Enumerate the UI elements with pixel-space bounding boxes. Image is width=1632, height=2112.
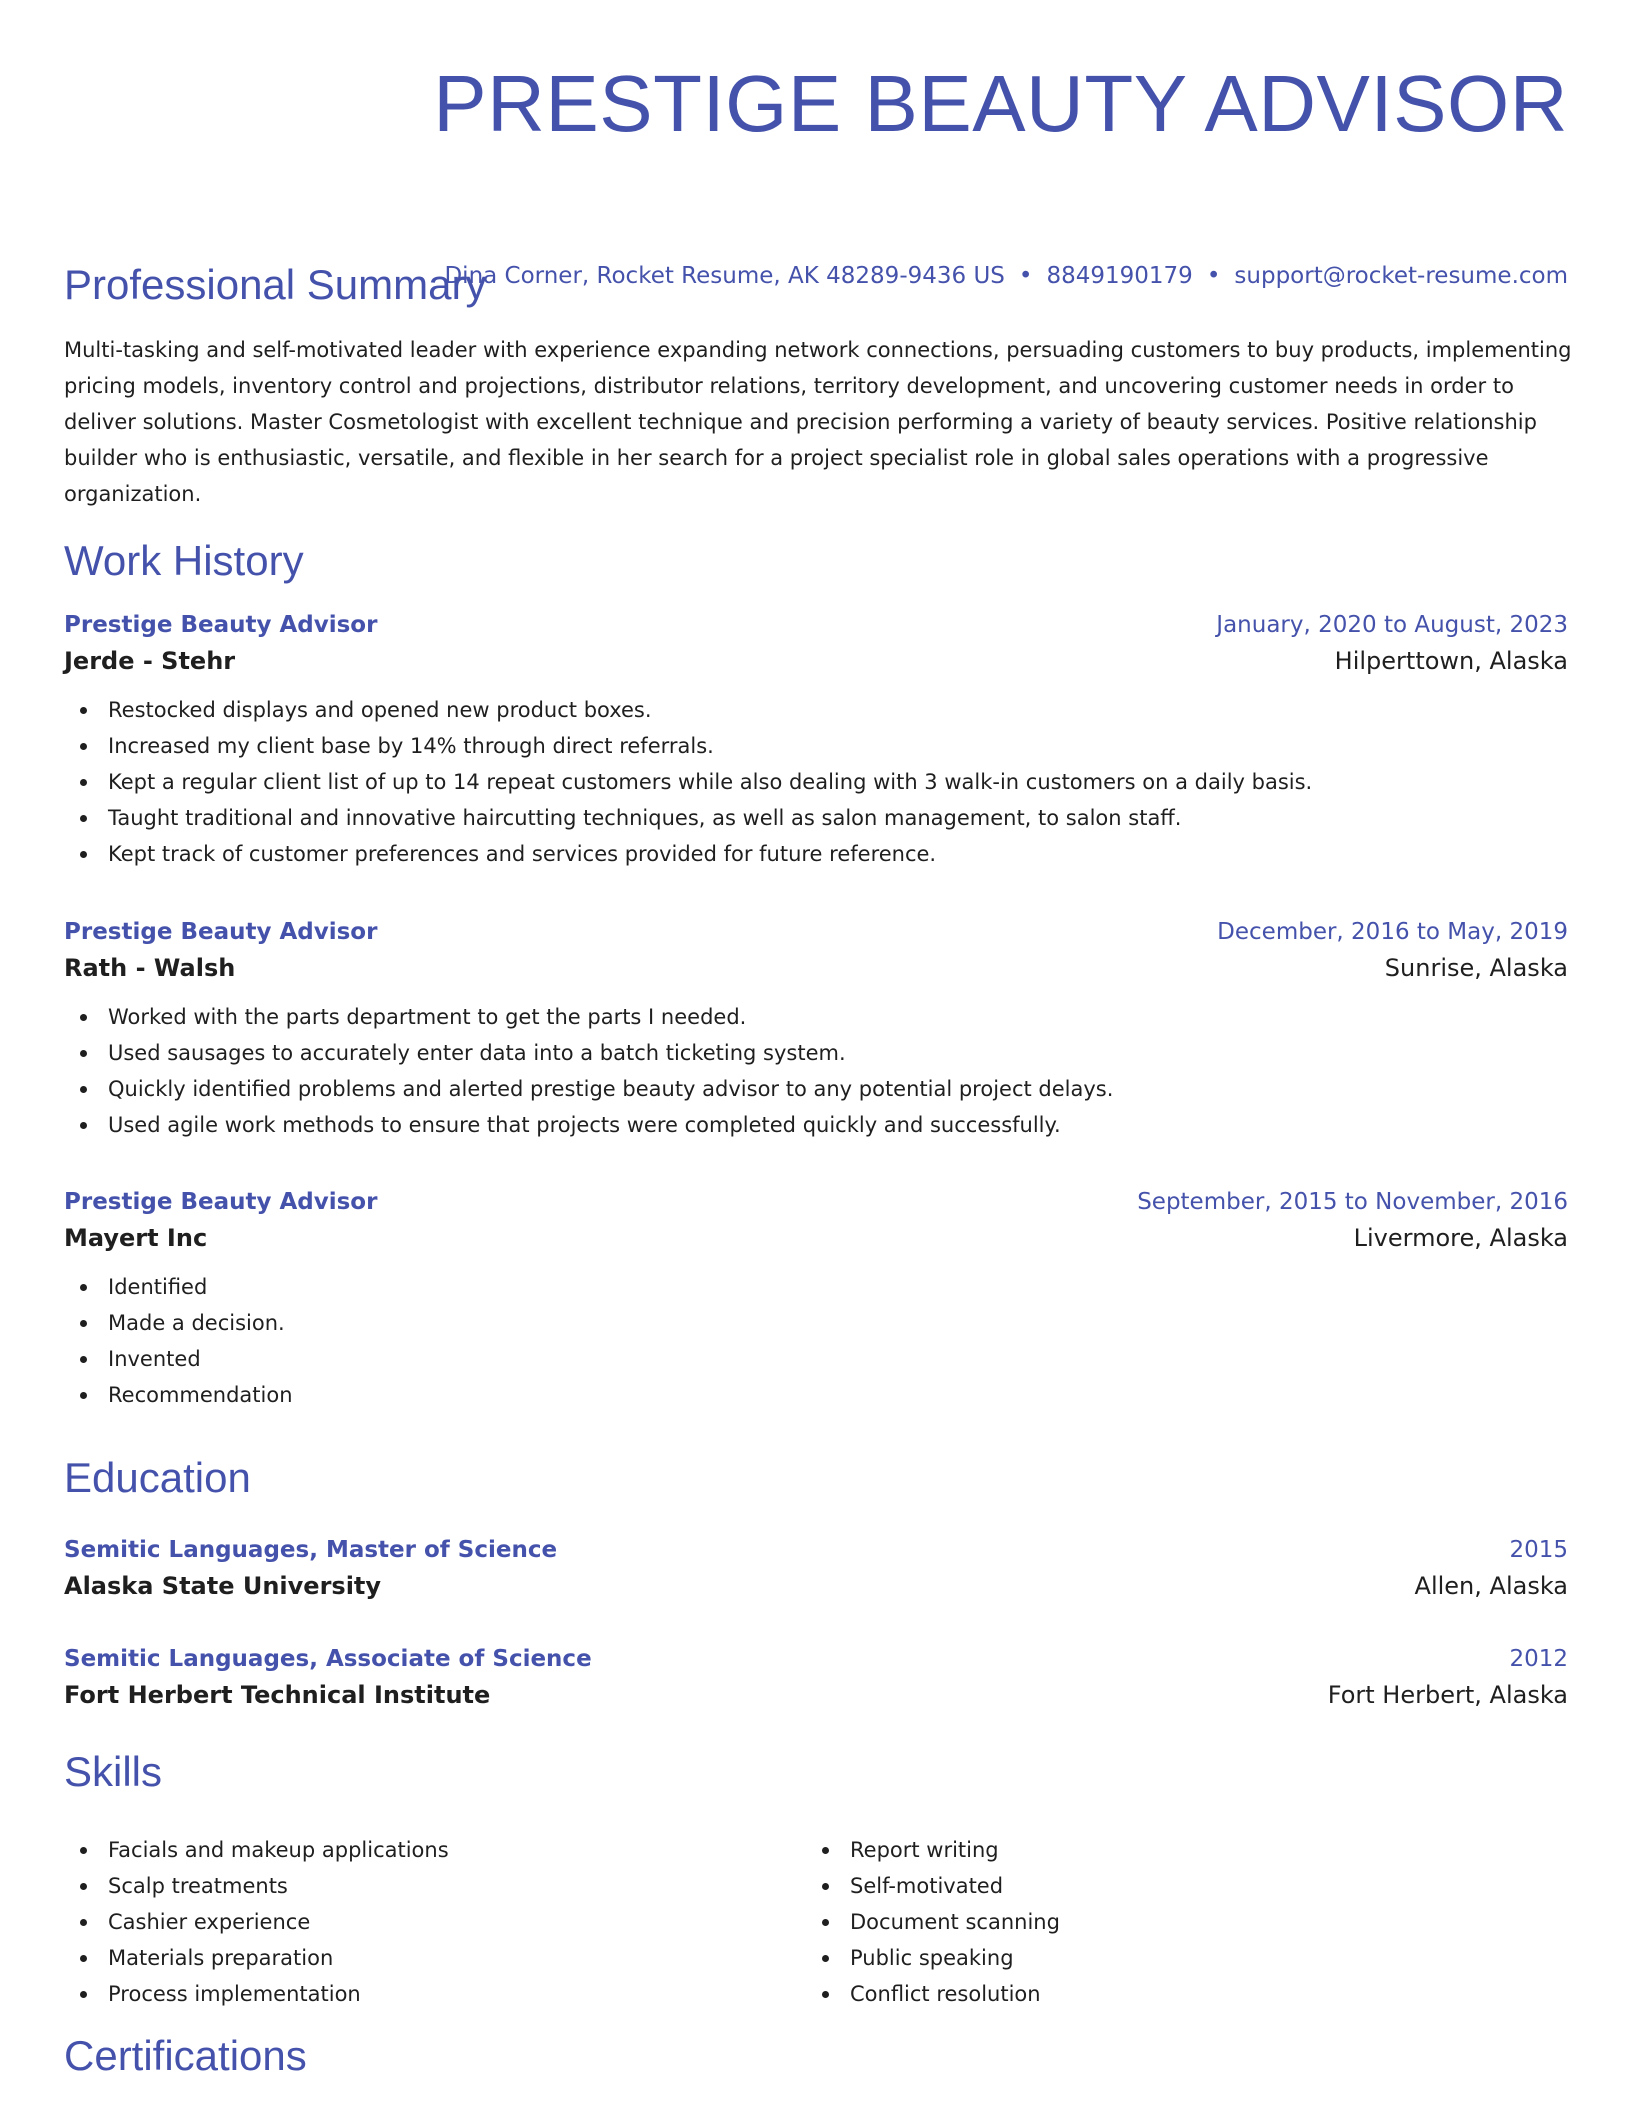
job-bullet: Used sausages to accurately enter data into a batch ticketing system. — [64, 1035, 1568, 1071]
job-entry — [64, 1185, 1568, 1413]
education-location: Fort Herbert, Alaska — [1327, 1681, 1568, 1709]
education-location: Allen, Alaska — [1414, 1572, 1568, 1600]
education-entry — [64, 1642, 1568, 1714]
contact-separator: • — [1206, 263, 1221, 289]
certifications-heading: Certifications — [64, 2032, 307, 2079]
education-degree: Semitic Languages, Master of Science — [64, 1537, 558, 1563]
skill-item: Self-motivated — [806, 1868, 1548, 1904]
job-location: Hilperttown, Alaska — [1334, 647, 1568, 675]
job-bullets — [64, 692, 1568, 872]
summary-text: Multi-tasking and self-motivated leader with experience expanding network connections, persuading customers to buy products, implementing pricing models, inventory control and projections, distributor relations, territory development, and uncovering customer needs in order to deliver solutions. Master Cosmetologist with excellent technique and precision performing a variety of beauty services. Positive relationship builder who is enthusiastic, versatile, and flexible in her search for a project specialist role in global sales operations with a progressive organization. — [64, 338, 1572, 506]
contact-address: Dina Corner, Rocket Resume, AK 48289-9436 US — [444, 263, 1005, 289]
job-bullet: Made a decision. — [64, 1305, 1568, 1341]
education-school: Alaska State University — [64, 1572, 382, 1600]
skill-item: Conflict resolution — [806, 1976, 1548, 2012]
work-history-heading: Work History — [64, 537, 304, 584]
job-bullet: Invented — [64, 1341, 1568, 1377]
education-year: 2012 — [1509, 1646, 1568, 1672]
resume-title: PRESTIGE BEAUTY ADVISOR — [433, 59, 1568, 148]
job-bullet: Taught traditional and innovative haircutting techniques, as well as salon management, to salon staff. — [64, 800, 1568, 836]
skill-item: Document scanning — [806, 1904, 1548, 1940]
job-company: Rath - Walsh — [64, 954, 236, 982]
job-bullet: Kept a regular client list of up to 14 repeat customers while also dealing with 3 walk-in customers on a daily basis. — [64, 764, 1568, 800]
skill-item: Public speaking — [806, 1940, 1548, 1976]
job-dates: January, 2020 to August, 2023 — [1216, 612, 1568, 638]
job-title: Prestige Beauty Advisor — [64, 1189, 378, 1215]
job-title: Prestige Beauty Advisor — [64, 612, 378, 638]
contact-email: support@rocket-resume.com — [1234, 263, 1568, 289]
job-bullet: Increased my client base by 14% through direct referrals. — [64, 728, 1568, 764]
job-company: Mayert Inc — [64, 1224, 208, 1252]
skill-item: Facials and makeup applications — [64, 1832, 806, 1868]
job-dates: September, 2015 to November, 2016 — [1137, 1189, 1568, 1215]
education-heading: Education — [64, 1454, 251, 1501]
skills-column-left — [64, 1832, 806, 2012]
job-bullets — [64, 999, 1568, 1143]
job-bullet: Recommendation — [64, 1377, 1568, 1413]
job-bullet: Identified — [64, 1269, 1568, 1305]
education-school: Fort Herbert Technical Institute — [64, 1681, 491, 1709]
job-dates: December, 2016 to May, 2019 — [1217, 919, 1568, 945]
job-title: Prestige Beauty Advisor — [64, 919, 378, 945]
job-bullet: Restocked displays and opened new product boxes. — [64, 692, 1568, 728]
education-degree: Semitic Languages, Associate of Science — [64, 1646, 592, 1672]
job-entry — [64, 608, 1568, 872]
job-company: Jerde - Stehr — [64, 647, 236, 675]
contact-phone: 8849190179 — [1046, 263, 1193, 289]
skills-column-right — [806, 1832, 1548, 2012]
job-entry — [64, 915, 1568, 1143]
skill-item: Materials preparation — [64, 1940, 806, 1976]
job-bullets — [64, 1269, 1568, 1413]
job-bullet: Used agile work methods to ensure that projects were completed quickly and successfully. — [64, 1107, 1568, 1143]
skill-item: Cashier experience — [64, 1904, 806, 1940]
education-year: 2015 — [1509, 1537, 1568, 1563]
contact-line — [444, 260, 1568, 292]
skills-heading: Skills — [64, 1748, 163, 1795]
skill-item: Scalp treatments — [64, 1868, 806, 1904]
contact-separator: • — [1018, 263, 1033, 289]
job-bullet: Quickly identified problems and alerted prestige beauty advisor to any potential project delays. — [64, 1071, 1568, 1107]
job-bullet: Worked with the parts department to get the parts I needed. — [64, 999, 1568, 1035]
skill-item: Report writing — [806, 1832, 1548, 1868]
job-location: Livermore, Alaska — [1353, 1224, 1568, 1252]
education-entry — [64, 1533, 1568, 1605]
skills-list — [64, 1820, 1568, 2012]
job-bullet: Kept track of customer preferences and services provided for future reference. — [64, 836, 1568, 872]
skill-item: Process implementation — [64, 1976, 806, 2012]
job-location: Sunrise, Alaska — [1384, 954, 1568, 982]
summary-heading: Professional Summary — [64, 261, 487, 308]
